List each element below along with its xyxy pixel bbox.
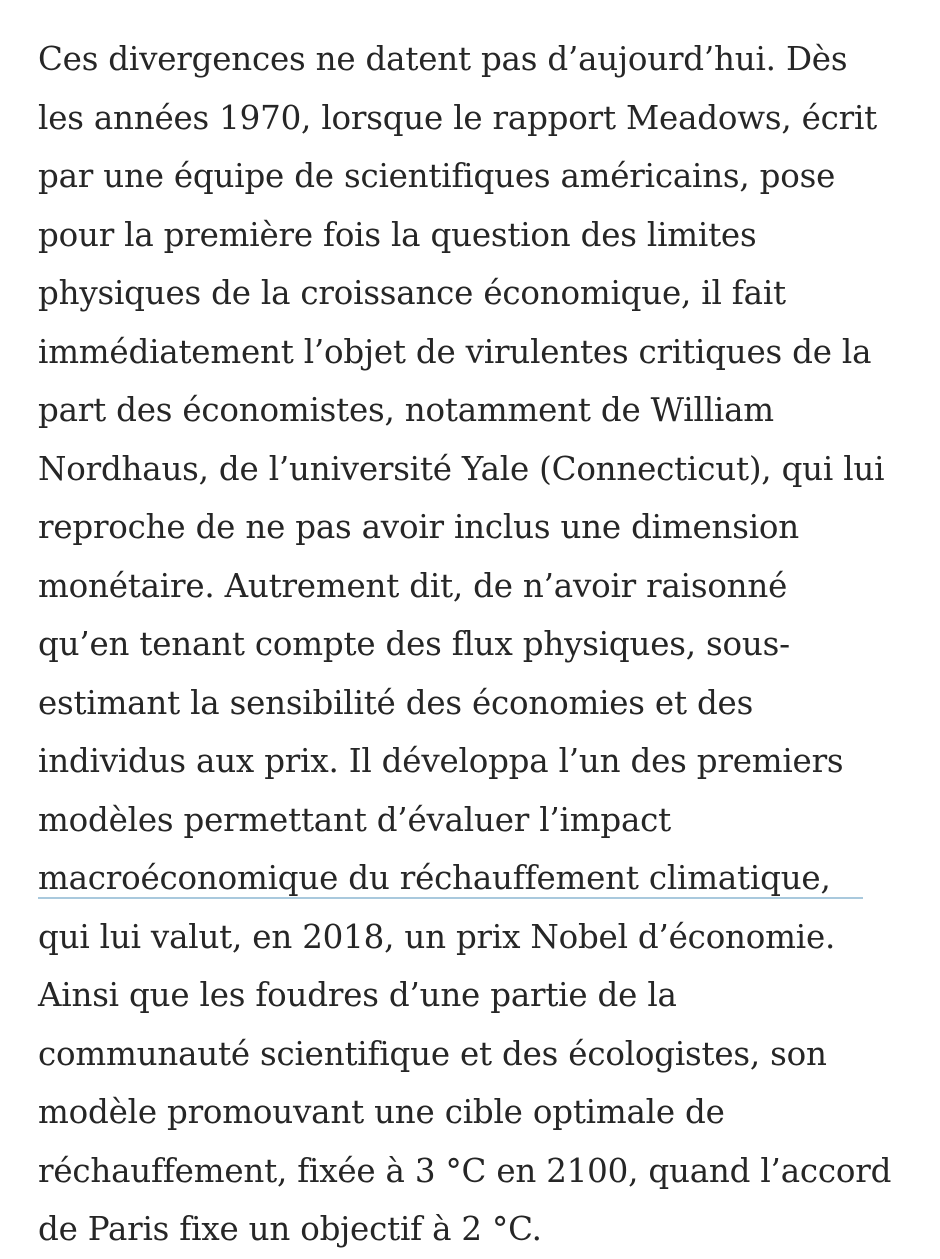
paragraph-line: macroéconomique du réchauffement climatique, — [38, 859, 831, 897]
paragraph-line: physiques de la croissance économique, il fait — [38, 274, 786, 312]
paragraph-line: pour la première fois la question des limites — [38, 215, 757, 254]
paragraph-line: part des économistes, notamment de William — [38, 391, 774, 429]
paragraph-line: réchauffement, fixée à 3 °C en 2100, quand l’accord — [38, 1151, 892, 1190]
paragraph-line: qu’en tenant compte des flux physiques, sous- — [38, 625, 790, 663]
paragraph-line: modèles permettant d’évaluer l’impact — [38, 800, 672, 839]
paragraph-line: modèle promouvant une cible optimale de — [38, 1093, 725, 1131]
paragraph-line: monétaire. Autrement dit, de n’avoir raisonné — [38, 566, 788, 605]
paragraph-divider — [38, 897, 863, 899]
paragraph-line: immédiatement l’objet de virulentes critiques de la — [38, 332, 872, 371]
paragraph-line: estimant la sensibilité des économies et des — [38, 683, 754, 722]
paragraph-line: par une équipe de scientifiques américains, pose — [38, 157, 836, 195]
paragraph-line: Ces divergences ne datent pas d’aujourd’hui. Dès — [38, 40, 848, 78]
paragraph-line: individus aux prix. Il développa l’un des premiers — [38, 742, 844, 780]
paragraph-line: les années 1970, lorsque le rapport Meadows, écrit — [38, 98, 878, 137]
paragraph-line: communauté scientifique et des écologistes, son — [38, 1034, 827, 1073]
paragraph-line: qui lui valut, en 2018, un prix Nobel d’économie. — [38, 917, 836, 956]
paragraph-line: de Paris fixe un objectif à 2 °C. — [38, 1210, 542, 1248]
paragraph-line: Nordhaus, de l’université Yale (Connecticut), qui lui — [38, 449, 885, 488]
paragraph-line: reproche de ne pas avoir inclus une dimension — [38, 508, 800, 546]
paragraph-line: Ainsi que les foudres d’une partie de la — [38, 976, 677, 1014]
article-body — [38, 30, 928, 1259]
